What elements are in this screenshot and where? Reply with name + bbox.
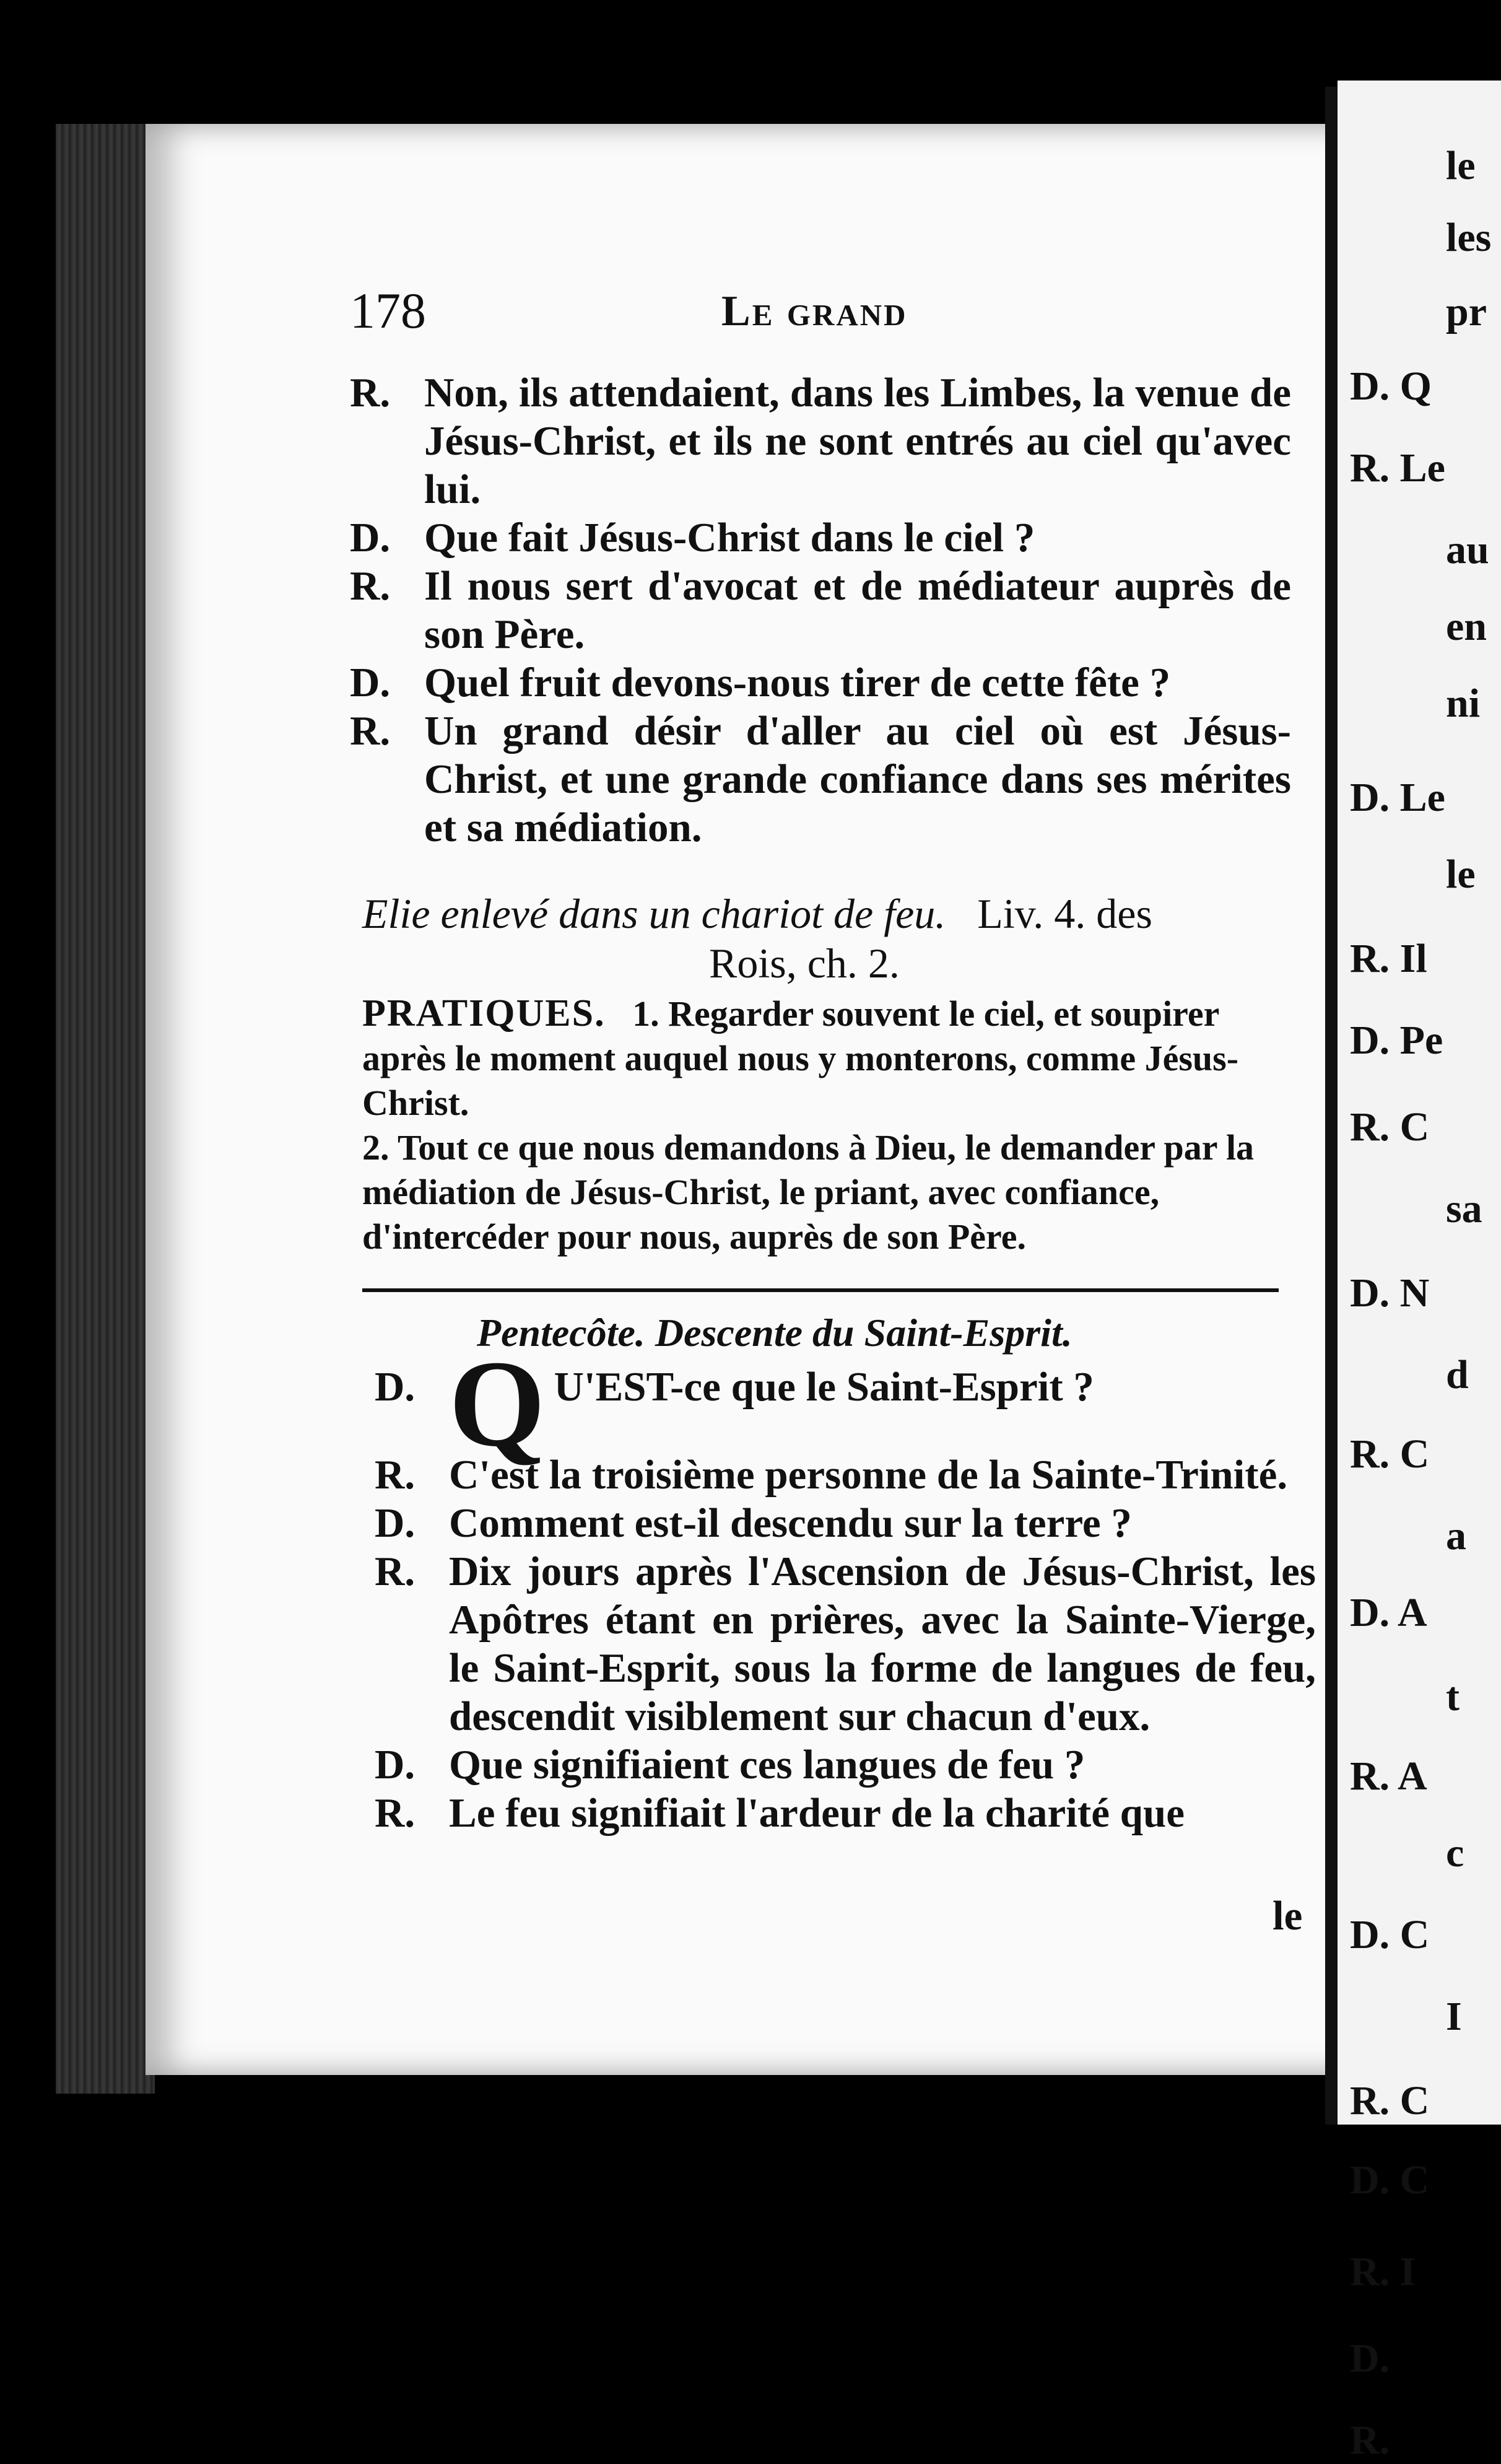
next-page-fragment: R. I [1350, 2249, 1416, 2294]
qa-text: Le feu signifiait l'ardeur de la charité que [449, 1790, 1185, 1836]
book-page-right [1338, 81, 1501, 2463]
next-page-fragment: sa [1446, 1186, 1482, 1231]
qa-text-rest: U'EST-ce que le Saint-Esprit ? [554, 1364, 1094, 1410]
next-page-fragment: D. Le [1350, 775, 1445, 820]
next-page-fragment: R. C [1350, 2078, 1430, 2123]
running-head: Le grand [721, 287, 908, 335]
next-page-fragment: R. [1350, 2418, 1390, 2463]
pratique-number: 1. [632, 994, 659, 1034]
qa-label: R. [350, 563, 391, 609]
qa-label: R. [375, 1549, 415, 1594]
next-page-fragment: R. C [1350, 1431, 1430, 1477]
page-number: 178 [350, 282, 426, 339]
scripture-reference [362, 889, 1291, 988]
next-page-fragment: D. Q [1350, 364, 1432, 409]
next-page-fragment: t [1446, 1674, 1460, 1719]
reference-title: Elie enlevé dans un chariot de feu. [362, 890, 946, 937]
next-page-fragment: D. N [1350, 1270, 1430, 1316]
qa-entry [375, 1789, 1316, 1837]
catechism-top [350, 369, 1291, 852]
qa-text: Non, ils attendaient, dans les Limbes, la venue de Jésus-Christ, et ils ne sont entrés au ciel qu'avec lui. [424, 370, 1291, 512]
pratique-text: Regarder souvent le ciel, et soupirer après le moment auquel nous y monterons, comme Jésus-Christ. [362, 994, 1239, 1123]
qa-text: Que signifiaient ces langues de feu ? [449, 1742, 1086, 1788]
qa-entry [375, 1451, 1316, 1499]
drop-capital: Q [449, 1335, 546, 1472]
qa-label: D. [375, 1500, 415, 1546]
qa-entry [350, 369, 1291, 513]
next-page-fragment: R. Il [1350, 936, 1427, 981]
next-page-fragment: en [1446, 604, 1487, 649]
qa-label: D. [375, 1364, 415, 1410]
reference-source-b: Rois, ch. 2. [709, 940, 900, 987]
qa-label: R. [350, 708, 391, 754]
next-page-fragment: ni [1446, 681, 1481, 726]
page-gutter [1325, 87, 1338, 2125]
next-page-fragment: R. C [1350, 1104, 1430, 1150]
pratique-number: 2. [362, 1127, 389, 1168]
catchword: le [1273, 1893, 1303, 1939]
section-title: Pentecôte. Descente du Saint-Esprit. [477, 1311, 1072, 1355]
reference-source-a: Liv. 4. des [977, 890, 1152, 937]
qa-entry [375, 1335, 1316, 1472]
pratiques-heading: PRATIQUES. [362, 992, 606, 1034]
pratique-text: Tout ce que nous demandons à Dieu, le demander par la médiation de Jésus-Christ, le priant, avec confiance, d'intercéder pour nous, auprès de son Père. [362, 1127, 1255, 1257]
next-page-fragment: I [1446, 1994, 1462, 2039]
next-page-fragment: D. Pe [1350, 1018, 1443, 1063]
next-page-fragment: D. C [1350, 2157, 1430, 2203]
book-spine [56, 124, 155, 2094]
next-page-fragment: a [1446, 1513, 1466, 1558]
next-page-fragment: le [1446, 852, 1476, 897]
next-page-fragment: D. C [1350, 1912, 1430, 1957]
next-page-fragment: c [1446, 1830, 1464, 1876]
qa-text: Il nous sert d'avocat et de médiateur auprès de son Père. [424, 563, 1291, 657]
qa-label: R. [350, 370, 391, 416]
qa-entry [350, 562, 1291, 658]
section-divider [362, 1288, 1279, 1292]
qa-text: C'est la troisième personne de la Sainte-Trinité. [449, 1452, 1288, 1498]
qa-text [449, 1335, 1316, 1472]
qa-text: Quel fruit devons-nous tirer de cette fête ? [424, 660, 1171, 706]
page-header [350, 282, 1260, 344]
qa-label: D. [350, 515, 391, 561]
qa-label: R. [375, 1790, 415, 1836]
qa-entry [375, 1499, 1316, 1547]
qa-label: R. [375, 1452, 415, 1498]
qa-label: D. [350, 660, 391, 706]
qa-entry [375, 1741, 1316, 1789]
next-page-fragment: R. A [1350, 1754, 1427, 1799]
next-page-fragment: au [1446, 527, 1489, 572]
next-page-fragment: R. Le [1350, 445, 1445, 491]
next-page-fragment: les [1446, 215, 1492, 260]
next-page-fragment: D. A [1350, 1590, 1427, 1635]
qa-text: Comment est-il descendu sur la terre ? [449, 1500, 1132, 1546]
qa-entry [350, 658, 1291, 707]
next-page-fragment: d [1446, 1352, 1469, 1397]
qa-label: D. [375, 1742, 415, 1788]
qa-entry [350, 513, 1291, 562]
next-page-fragment: D. [1350, 2336, 1390, 2381]
qa-entry [375, 1547, 1316, 1741]
next-page-fragment: pr [1446, 289, 1487, 334]
qa-text: Que fait Jésus-Christ dans le ciel ? [424, 515, 1035, 561]
qa-text: Dix jours après l'Ascension de Jésus-Christ, les Apôtres étant en prières, avec la Sainte-Vierge, le Saint-Esprit, sous la forme de langues de feu, descendit visiblement sur chacun d'eux. [449, 1549, 1316, 1739]
qa-entry [350, 707, 1291, 852]
qa-text: Un grand désir d'aller au ciel où est Jésus-Christ, et une grande confiance dans ses mérites et sa médiation. [424, 708, 1291, 850]
pratiques-section [362, 991, 1297, 1259]
next-page-fragment: le [1446, 143, 1476, 188]
catechism-bottom [375, 1335, 1316, 1837]
